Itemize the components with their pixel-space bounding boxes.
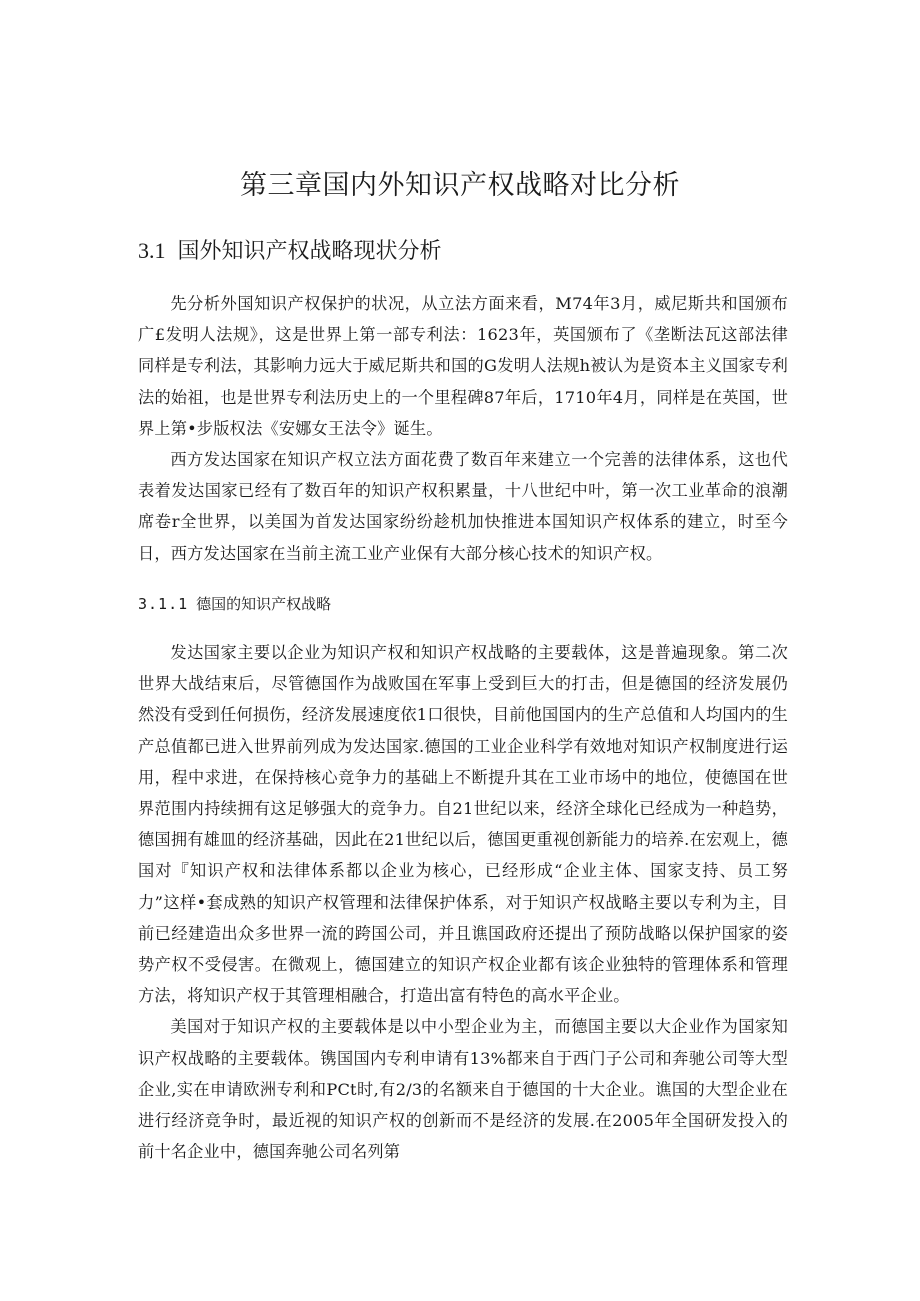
- section-title: 国外知识产权战略现状分析: [177, 239, 442, 264]
- subsection-number: 3.1.1: [138, 595, 189, 613]
- subsection-body: [138, 637, 788, 1167]
- paragraph: 发达国家主要以企业为知识产权和知识产权战略的主要载体，这是普遍现象。第二次世界大战结束后，尽管德国作为战败国在军事上受到巨大的打击，但是德国的经济发展仍然没有受到任何损伤，经济发展速度依1口很快，目前他国国内的生产总值和人均国内的生产总值都已进入世界前列成为发达国家.德国的工业企业科学有效地对知识产权制度进行运用，程中求进，在保持核心竞争力的基础上不断提升其在工业市场中的地位，使德国在世界范围内持续拥有这足够强大的竞争力。自21世纪以来，经济全球化已经成为一种趋势，德国拥有雄皿的经济基础，因此在21世纪以后，德国更重视创新能力的培养.在宏观上，德国对『知识产权和法律体系都以企业为核心，已经形成“企业主体、国家支持、员工努力”这样•套成熟的知识产权管理和法律保护体系，对于知识产权战略主要以专利为主，目前已经建造出众多世界一流的跨国公司，并且谯国政府还提出了预防战略以保护国家的姿势产权不受侵害。在微观上，德国建立的知识产权企业都有该企业独特的管理体系和管理方法，将知识产权于其管理相融合，打造出富有特色的高水平企业。: [138, 643, 788, 1006]
- paragraph: 先分析外国知识产权保护的状况，从立法方面来看，M74年3月，威尼斯共和国颁布广£发明人法规》，这是世界上第一部专利法：1623年，英国颁布了《垄断法瓦这部法律同样是专利法，其影响力远大于威尼斯共和国的G发明人法规h被认为是资本主义国家专利法的始祖，也是世界专利法历史上的一个里程碑87年后，1710年4月，同样是在英国，世界上第•步版权法《安娜女王法令》诞生。: [138, 294, 788, 438]
- section-number: 3.1: [138, 238, 166, 263]
- chapter-title: 第三章国内外知识产权战略对比分析: [240, 170, 680, 201]
- subsection-title: 德国的知识产权战略: [196, 595, 332, 613]
- paragraph: 西方发达国家在知识产权立法方面花费了数百年来建立一个完善的法律体系，这也代表着发达国家已经有了数百年的知识产权积累量，十八世纪中叶，第一次工业革命的浪潮席卷r全世界，以美国为首发达国家纷纷趁机加快推进本国知识产权体系的建立，时至今日，西方发达国家在当前主流工业产业保有大部分核心技术的知识产权。: [138, 450, 788, 563]
- subsection-heading: [138, 593, 331, 614]
- section-heading: [138, 234, 442, 265]
- paragraph: 美国对于知识产权的主要载体是以中小型企业为主，而德国主要以大企业作为国家知识产权战略的主要载体。镌国国内专利申请有13%都来自于西门子公司和奔驰公司等大型企业,实在申请欧洲专利和PCt时,有2/3的名额来自于德国的十大企业。谯国的大型企业在进行经济竞争时，最近视的知识产权的创新而不是经济的发展.在2005年全国研发投入的前十名企业中，德国奔驰公司名列第: [138, 1017, 788, 1162]
- section-body: [138, 288, 788, 569]
